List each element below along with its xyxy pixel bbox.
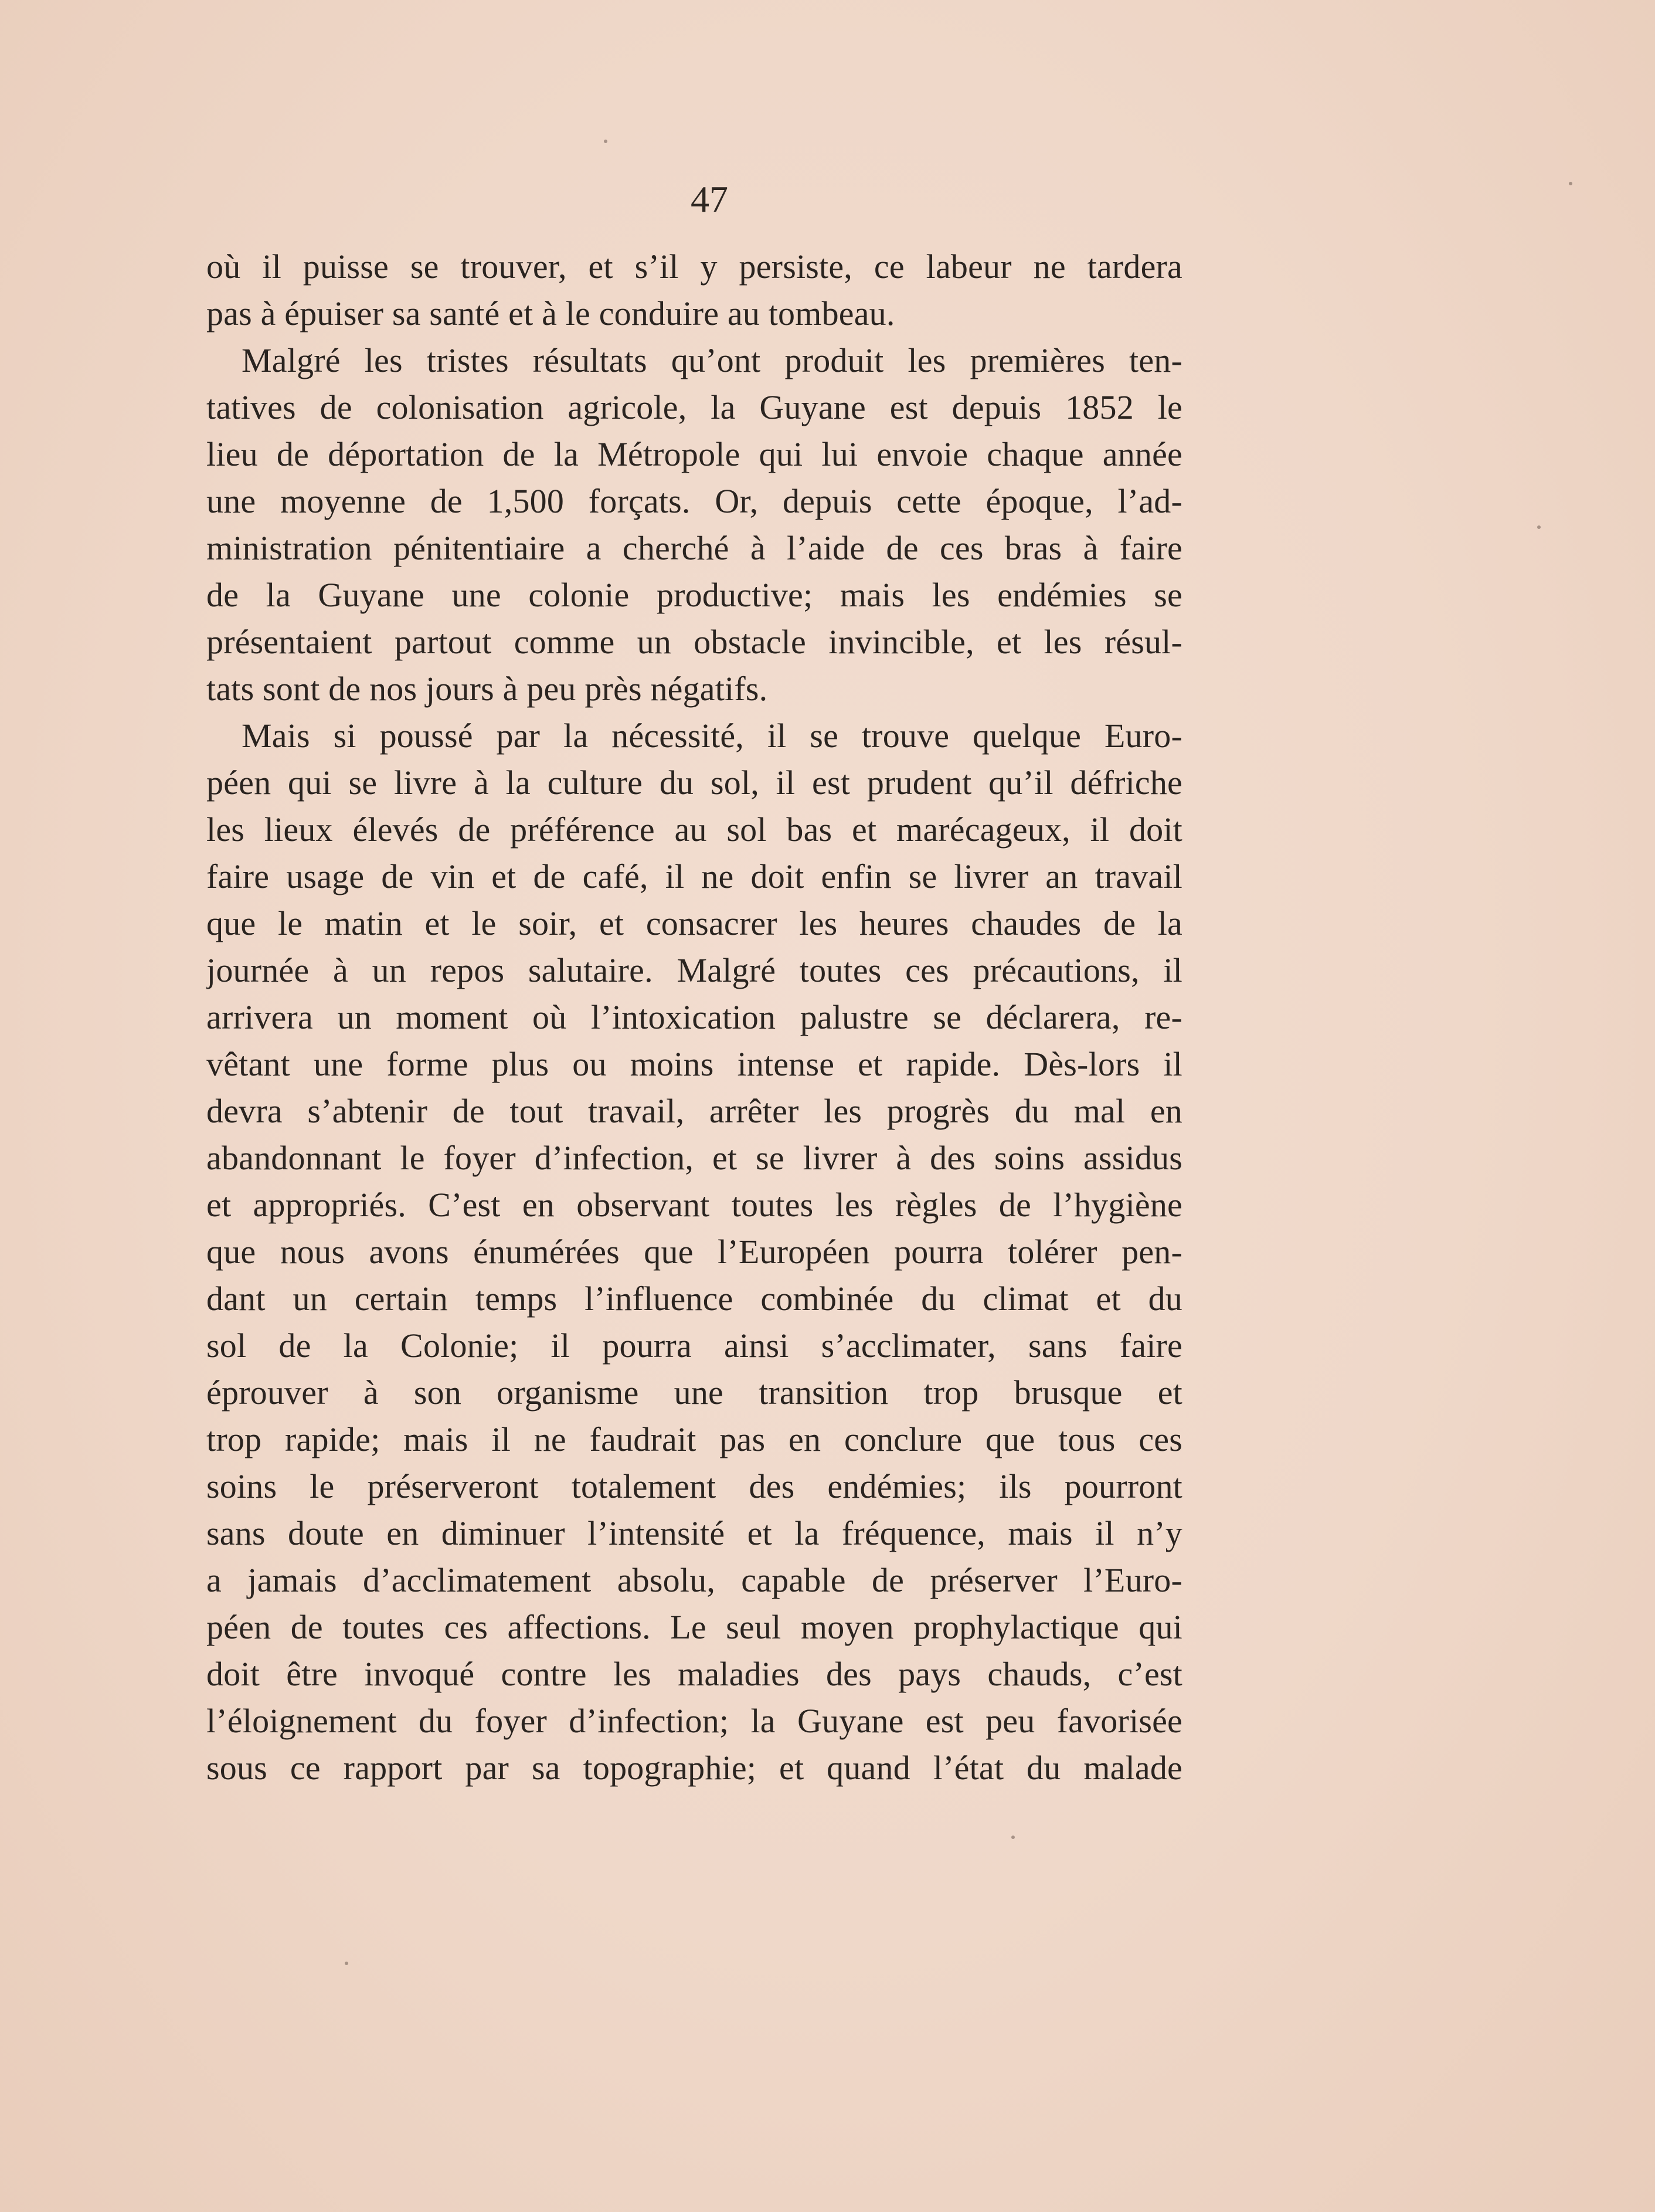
text-line: que nous avons énumérées que l’Européen pourra tolérer pen- [206,1233,1182,1271]
paper-speck [1537,525,1541,529]
text-line: sans doute en diminuer l’intensité et la fréquence, mais il n’y [206,1514,1182,1552]
text-line: faire usage de vin et de café, il ne doit enfin se livrer an travail [206,857,1182,895]
text-line: une moyenne de 1,500 forçats. Or, depuis cette époque, l’ad- [206,482,1182,520]
paper-speck [604,140,607,143]
text-line: vêtant une forme plus ou moins intense et rapide. Dès-lors il [206,1045,1182,1083]
text-line: tats sont de nos jours à peu près négatifs. [206,670,768,708]
text-line: éprouver à son organisme une transition trop brusque et [206,1373,1182,1412]
text-line: journée à un repos salutaire. Malgré toutes ces précautions, il [206,951,1182,989]
text-line: où il puisse se trouver, et s’il y persiste, ce labeur ne tardera [206,247,1182,286]
text-line: sol de la Colonie; il pourra ainsi s’acclimater, sans faire [206,1326,1182,1365]
text-line: péen qui se livre à la culture du sol, il est prudent qu’il défriche [206,764,1182,802]
paper-speck [345,1962,348,1965]
text-line: pas à épuiser sa santé et à le conduire au tombeau. [206,294,895,333]
text-line: l’éloignement du foyer d’infection; la Guyane est peu favorisée [206,1702,1182,1740]
text-line: dant un certain temps l’influence combinée du climat et du [206,1280,1182,1318]
paper-speck [1569,182,1572,185]
text-line: et appropriés. C’est en observant toutes les règles de l’hygiène [206,1186,1182,1224]
page-number: 47 [691,178,728,220]
text-line: présentaient partout comme un obstacle invincible, et les résul- [206,623,1182,661]
paper-speck [1011,1836,1015,1839]
text-line: soins le préserveront totalement des endémies; ils pourront [206,1467,1182,1505]
text-line: Mais si poussé par la nécessité, il se trouve quelque Euro- [242,717,1182,755]
text-line: a jamais d’acclimatement absolu, capable de préserver l’Euro- [206,1561,1182,1599]
text-line: péen de toutes ces affections. Le seul moyen prophylactique qui [206,1608,1182,1646]
text-line: tatives de colonisation agricole, la Guyane est depuis 1852 le [206,388,1182,426]
text-line: les lieux élevés de préférence au sol bas et marécageux, il doit [206,810,1182,849]
text-line: ministration pénitentiaire a cherché à l’aide de ces bras à faire [206,529,1182,567]
text-line: que le matin et le soir, et consacrer les heures chaudes de la [206,904,1182,942]
text-line: Malgré les tristes résultats qu’ont produit les premières ten- [242,341,1182,379]
text-line: arrivera un moment où l’intoxication palustre se déclarera, re- [206,998,1182,1036]
text-line: doit être invoqué contre les maladies des pays chauds, c’est [206,1655,1182,1693]
text-line: de la Guyane une colonie productive; mais les endémies se [206,576,1182,614]
text-line: devra s’abtenir de tout travail, arrêter les progrès du mal en [206,1092,1182,1130]
body-text [206,243,1182,1792]
text-line: abandonnant le foyer d’infection, et se livrer à des soins assidus [206,1139,1182,1177]
text-line: lieu de déportation de la Métropole qui lui envoie chaque année [206,435,1182,473]
text-line: sous ce rapport par sa topographie; et quand l’état du malade [206,1749,1182,1787]
text-line: trop rapide; mais il ne faudrait pas en conclure que tous ces [206,1420,1182,1458]
